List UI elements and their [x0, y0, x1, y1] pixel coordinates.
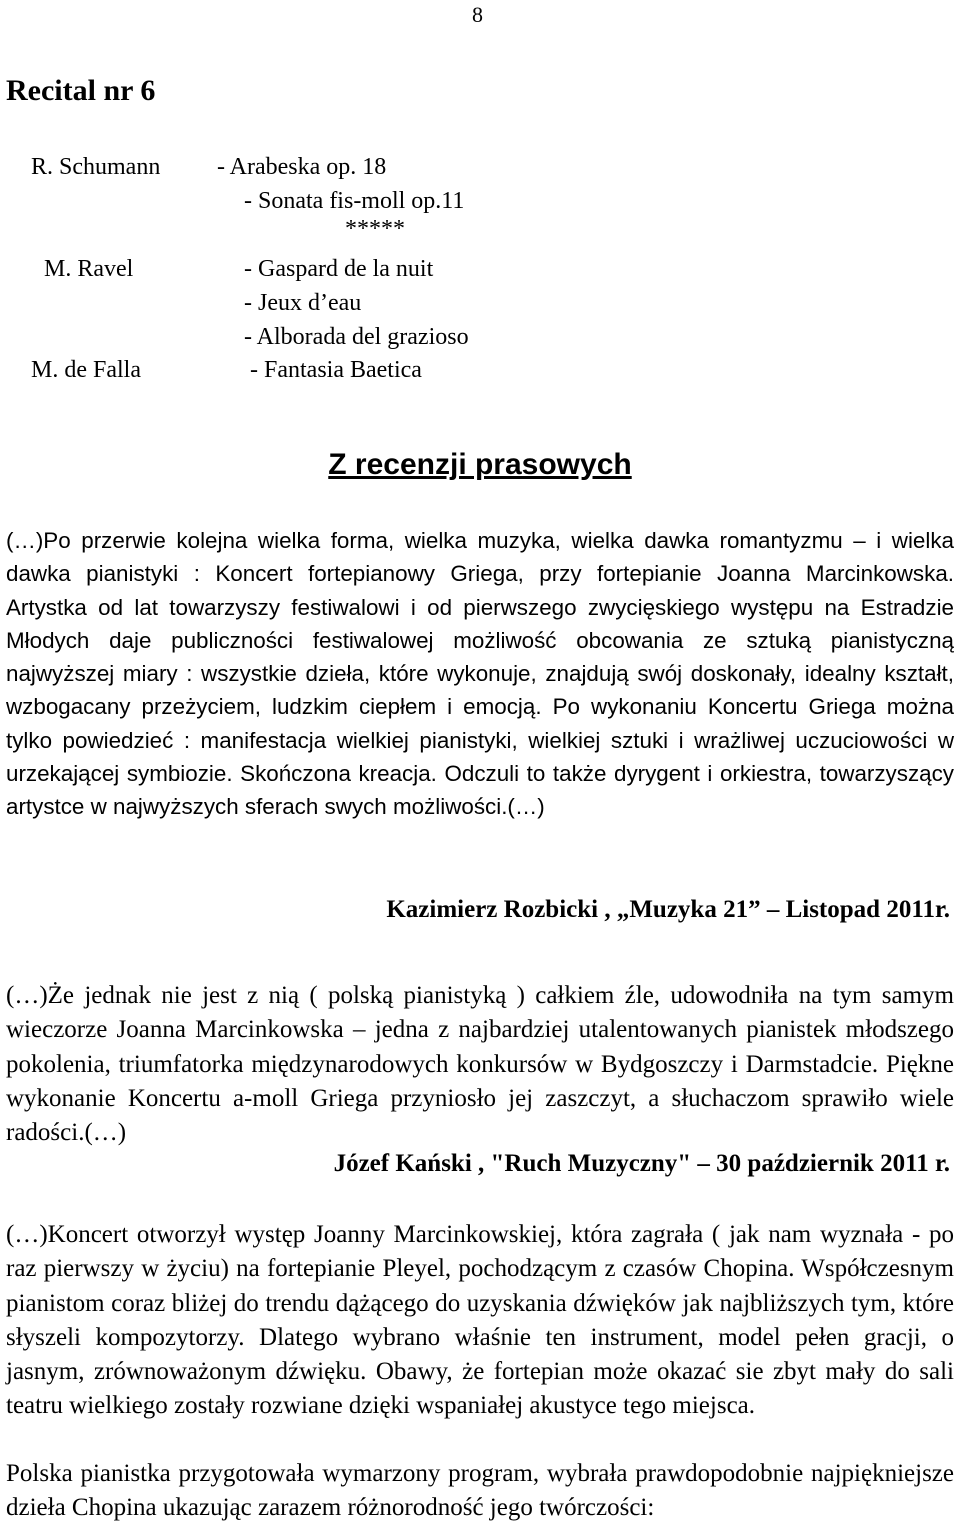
page-number: 8 — [472, 2, 483, 27]
program-composer: M. Ravel — [44, 256, 134, 282]
recital-title: Recital nr 6 — [6, 74, 156, 107]
review-text: (…)Że jednak nie jest z nią ( polską pianistyką ) całkiem źle, udowodniła na tym samym wieczorze Joanna Marcinkowska – jedna z najbardziej utalentowanych pianistek młodszego pokolenia, triumfatorka międzynarodowych konkursów w Bydgoszczy i Darmstadcie. Piękne wykonanie Koncertu a-moll Griega przyniosło jej zaszczyt, a słuchaczom sprawiło wiele radości.(…) — [6, 982, 954, 1147]
program-composer: R. Schumann — [31, 154, 161, 180]
review-text: (…)Koncert otworzył występ Joanny Marcinkowskiej, która zagrała ( jak nam wyznała - po raz pierwszy w życiu) na fortepianie Pleyel, pochodzącym z czasów Chopina. Współczesnym pianistom coraz bliżej do trendu dążącego do uzyskania dźwięków jak najbliższych tym, które słyszeli kompozytorzy. Dlatego wybrano właśnie ten instrument, model pełen gracji, o jasnym, zrównoważonym dźwięku. Obawy, że fortepian może okazać sie zbyt mały do sali teatru wielkiego zostały rozwiane dzięki wspaniałej akustyce tego miejsca. — [6, 1221, 954, 1420]
program-piece: - Alborada del grazioso — [244, 324, 469, 350]
section-title: Z recenzji prasowych — [328, 448, 632, 481]
program-piece: - Arabeska op. 18 — [217, 154, 387, 180]
review-attribution: Kazimierz Rozbicki , „Muzyka 21” – Listopad 2011r. — [386, 896, 950, 923]
review-attribution: Józef Kański , "Ruch Muzyczny" – 30 październik 2011 r. — [333, 1150, 950, 1177]
review-text: (…)Po przerwie kolejna wielka forma, wielka muzyka, wielka dawka romantyzmu – i wielka dawka pianistyki : Koncert fortepianowy Griega, przy fortepianie Joanna Marcinkowska. Artystka od lat towarzyszy festiwalowi i od pierwszego zwycięskiego występu na Estradzie Młodych daje publiczności festiwalowej możliwość obcowania ze sztuką pianistyczną najwyższej miary : wszystkie dzieła, które wykonuje, znajdują swój doskonały, idealny kształt, wzbogacany przeżyciem, ludzkim ciepłem i emocją. Po wykonaniu Koncertu Griega można tylko powiedzieć : manifestacja wielkiej pianistyki, wielkiej sztuki i wrażliwej uczuciowości w urzekającej symbiozie. Skończona kreacja. Odczuli to także dyrygent i orkiestra, towarzyszący artystce w najwyższych sferach swych możliwości.(…) — [6, 528, 954, 820]
program-piece: - Sonata fis-moll op.11 — [244, 188, 465, 214]
program-separator: ***** — [345, 216, 405, 242]
final-paragraph: Polska pianistka przygotowała wymarzony program, wybrała prawdopodobnie najpiękniejsze dzieła Chopina ukazując zarazem różnorodność jego twórczości: — [6, 1460, 954, 1521]
program-piece: - Jeux d’eau — [244, 290, 362, 316]
program-piece: - Gaspard de la nuit — [244, 256, 434, 282]
program-piece: - Fantasia Baetica — [250, 357, 422, 383]
program-composer: M. de Falla — [31, 357, 141, 383]
